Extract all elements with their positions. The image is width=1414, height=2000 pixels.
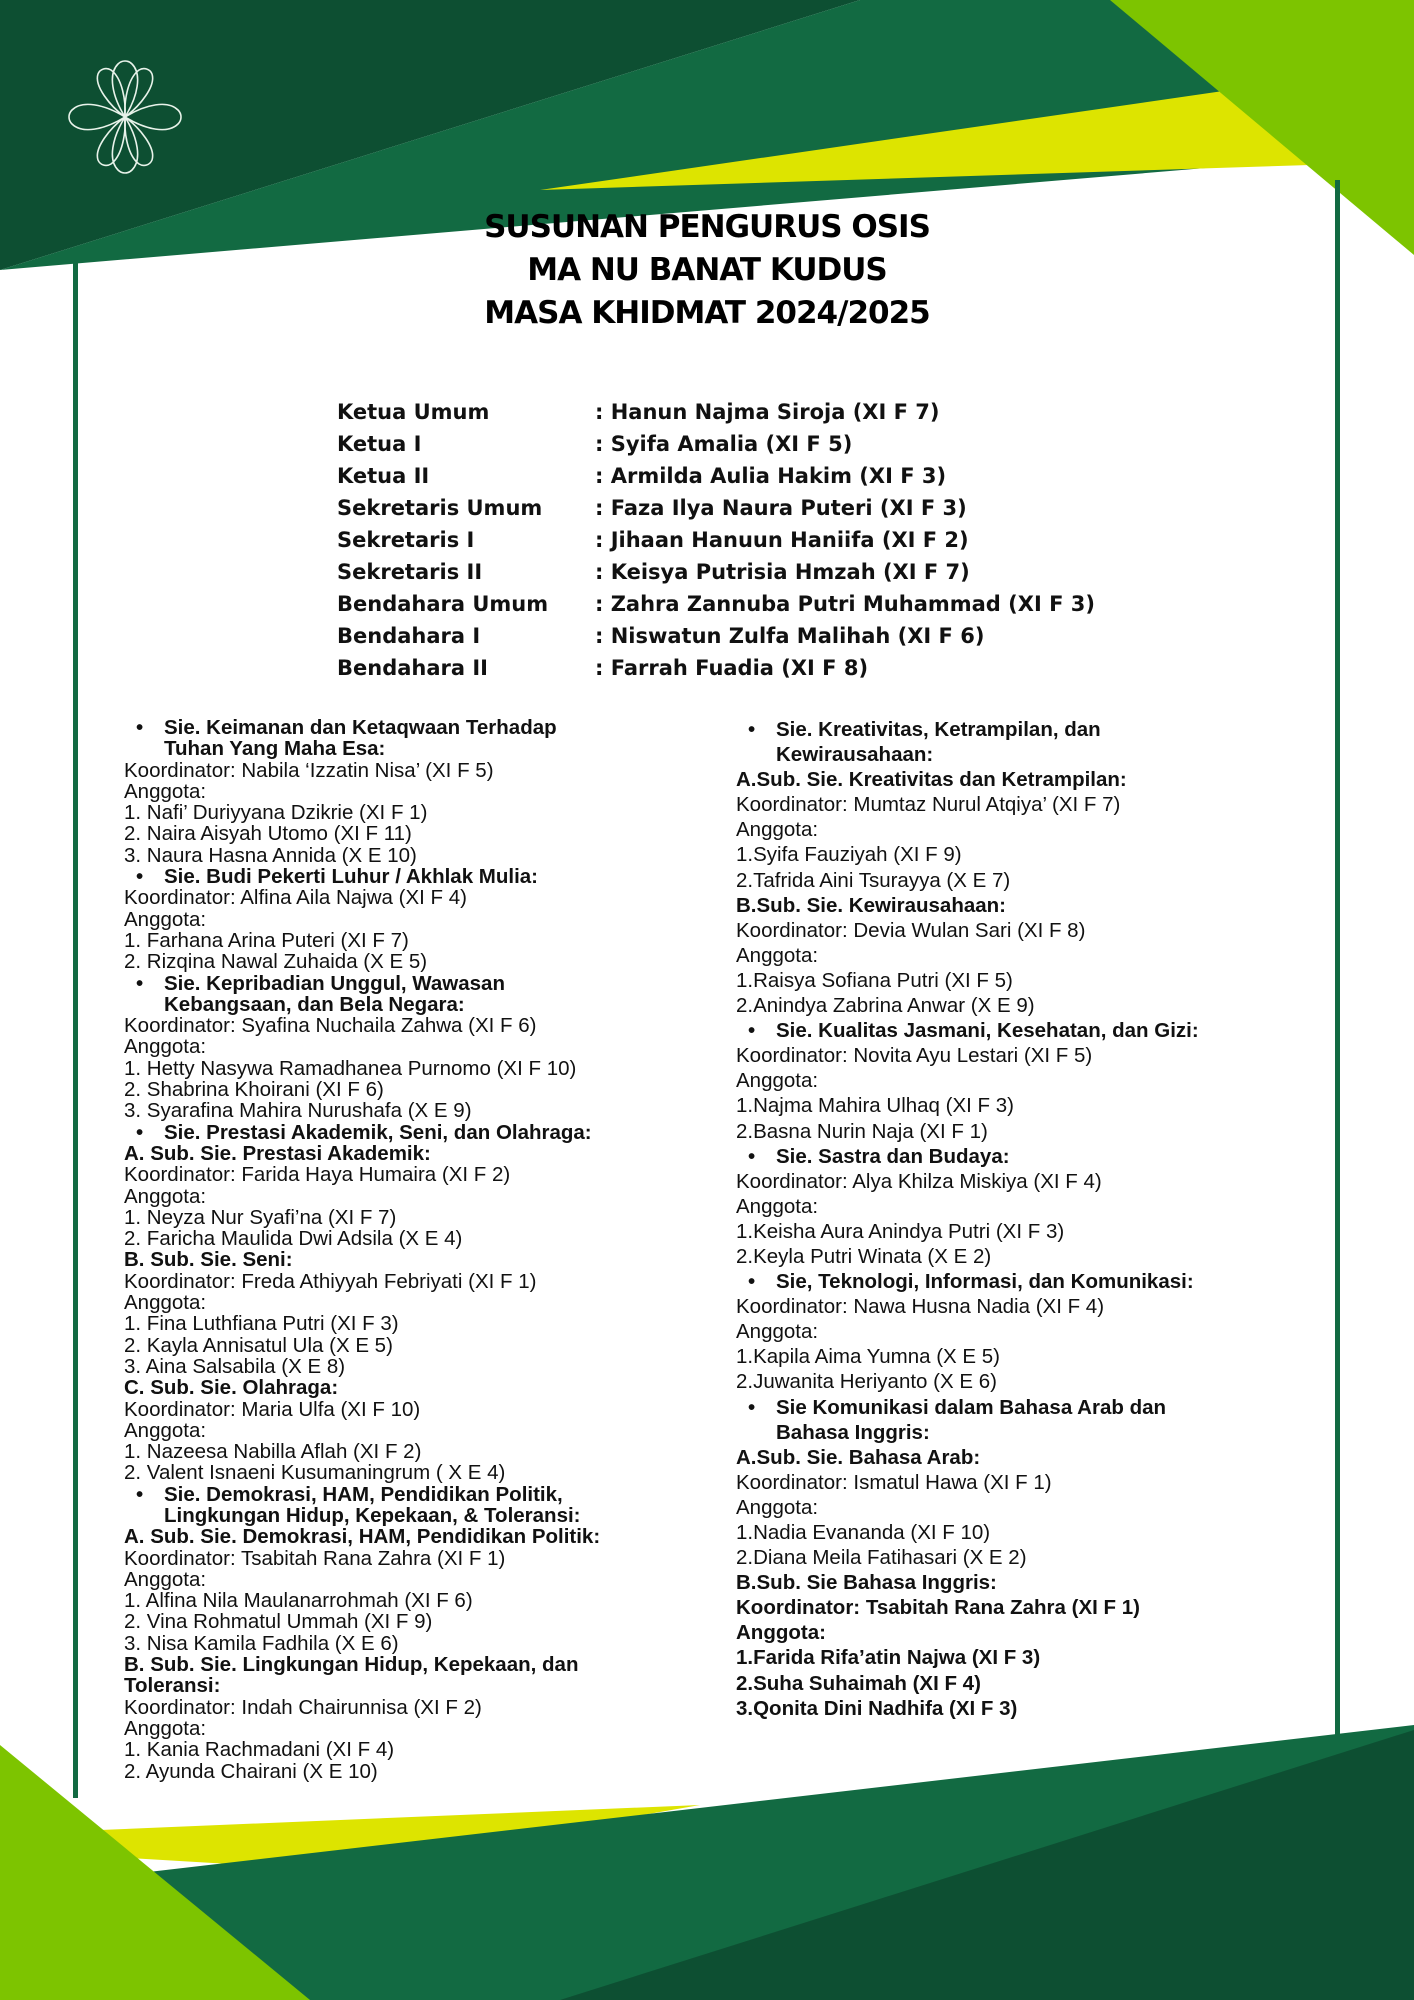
list-item: 2. Shabrina Khoirani (XI F 6) — [124, 1078, 384, 1102]
officer-role: Sekretaris II — [337, 560, 483, 584]
subsection-line: A.Sub. Sie. Bahasa Arab: — [736, 1445, 981, 1469]
officer-name: : Keisya Putrisia Hmzah (XI F 7) — [595, 560, 970, 584]
list-item: Koordinator: Tsabitah Rana Zahra (XI F 1) — [124, 1546, 506, 1570]
officer-role: Ketua II — [337, 464, 430, 488]
list-item: Anggota: — [736, 1069, 819, 1093]
subsection-line: 2.Suha Suhaimah (XI F 4) — [736, 1671, 981, 1695]
section-heading-text: • Sie. Sastra dan Budaya: — [776, 1144, 1010, 1168]
list-item: Anggota: — [736, 1194, 819, 1218]
list-item: Koordinator: Alfina Aila Najwa (XI F 4) — [124, 886, 467, 910]
list-item: Anggota: — [124, 1716, 207, 1740]
list-item: Anggota: — [124, 1291, 207, 1315]
list-item: 2. Ayunda Chairani (X E 10) — [124, 1759, 378, 1783]
list-item: Koordinator: Farida Haya Humaira (XI F 2) — [124, 1163, 511, 1187]
section-heading-continuation: Tuhan Yang Maha Esa: — [164, 737, 386, 761]
officer-row — [337, 396, 1095, 428]
officer-row — [337, 524, 1095, 556]
subsection-line: Anggota: — [736, 1621, 826, 1645]
officer-row — [337, 652, 1095, 684]
section-heading-text: • Sie. Kepribadian Unggul, Wawasan — [164, 971, 505, 995]
list-item: Anggota: — [124, 1035, 207, 1059]
list-item: 1.Nadia Evananda (XI F 10) — [736, 1521, 991, 1544]
list-item: 2. Vina Rohmatul Ummah (XI F 9) — [124, 1610, 433, 1634]
section-heading — [736, 1395, 1199, 1445]
subsection-line: C. Sub. Sie. Olahraga: — [124, 1376, 339, 1400]
list-item: 2. Rizqina Nawal Zuhaida (X E 5) — [124, 950, 428, 974]
section-heading — [124, 717, 600, 760]
list-item: Anggota: — [124, 779, 207, 803]
list-item: 3. Nisa Kamila Fadhila (X E 6) — [124, 1631, 399, 1655]
officer-name: : Armilda Aulia Hakim (XI F 3) — [595, 464, 947, 488]
officer-row — [337, 460, 1095, 492]
title-line-3: MASA KHIDMAT 2024/2025 — [484, 295, 930, 331]
subsection-line: B.Sub. Sie Bahasa Inggris: — [736, 1571, 997, 1595]
officer-role: Bendahara II — [337, 656, 488, 680]
list-item: 2. Valent Isnaeni Kusumaningrum ( X E 4) — [124, 1461, 506, 1485]
section-heading-text: • Sie. Prestasi Akademik, Seni, dan Olahraga: — [164, 1120, 592, 1144]
officer-name: : Farrah Fuadia (XI F 8) — [595, 656, 869, 680]
section-heading — [124, 1484, 600, 1527]
list-item: 2. Kayla Annisatul Ula (X E 5) — [124, 1333, 393, 1357]
officer-row — [337, 588, 1095, 620]
officer-name: : Zahra Zannuba Putri Muhammad (XI F 3) — [595, 592, 1095, 616]
list-item: 1.Syifa Fauziyah (XI F 9) — [736, 843, 962, 867]
list-item: Anggota: — [736, 1495, 819, 1519]
subsection-line: A. Sub. Sie. Demokrasi, HAM, Pendidikan Politik: — [124, 1525, 601, 1549]
officer-name: : Hanun Najma Siroja (XI F 7) — [595, 400, 940, 424]
officer-name: : Faza Ilya Naura Puteri (XI F 3) — [595, 496, 967, 520]
document-title — [0, 206, 1414, 335]
list-item: Koordinator: Maria Ulfa (XI F 10) — [124, 1397, 421, 1421]
section-heading-text: • Sie Komunikasi dalam Bahasa Arab dan — [776, 1395, 1167, 1419]
section-heading-text: • Sie. Keimanan dan Ketaqwaan Terhadap — [164, 716, 557, 739]
list-item: 1. Hetty Nasywa Ramadhanea Purnomo (XI F 10) — [124, 1056, 577, 1080]
section-heading — [124, 1122, 600, 1143]
section-heading — [736, 1018, 1199, 1043]
subsection-line: 1.Farida Rifa’atin Najwa (XI F 3) — [736, 1646, 1041, 1670]
section-heading-text: • Sie. Demokrasi, HAM, Pendidikan Politik, — [164, 1482, 563, 1506]
section-heading-continuation: Kewirausahaan: — [776, 743, 934, 767]
list-item: 1. Nafi’ Duriyyana Dzikrie (XI F 1) — [124, 801, 428, 825]
list-item: Anggota: — [124, 907, 207, 931]
section-heading — [124, 973, 600, 1016]
list-item: 1.Keisha Aura Anindya Putri (XI F 3) — [736, 1219, 1065, 1243]
subsection-line: Koordinator: Tsabitah Rana Zahra (XI F 1) — [736, 1596, 1140, 1620]
list-item: 2.Anindya Zabrina Anwar (X E 9) — [736, 994, 1035, 1018]
list-item: 1. Kania Rachmadani (XI F 4) — [124, 1738, 395, 1762]
list-item: Anggota: — [124, 1184, 207, 1208]
section-heading — [736, 1269, 1199, 1294]
list-item: Anggota: — [736, 1320, 819, 1344]
section-heading-text: • Sie. Kreativitas, Ketrampilan, dan — [776, 718, 1101, 741]
officer-role: Sekretaris Umum — [337, 496, 543, 520]
list-item: Koordinator: Nawa Husna Nadia (XI F 4) — [736, 1295, 1105, 1319]
list-item: Koordinator: Freda Athiyyah Febriyati (XI F 1) — [124, 1269, 537, 1293]
title-line-2: MA NU BANAT KUDUS — [527, 252, 887, 288]
list-item: Anggota: — [736, 818, 819, 842]
section-heading-text: • Sie, Teknologi, Informasi, dan Komunikasi: — [776, 1270, 1194, 1294]
list-item: 3. Aina Salsabila (X E 8) — [124, 1354, 346, 1378]
section-heading-continuation: Lingkungan Hidup, Kepekaan, & Toleransi: — [164, 1503, 581, 1527]
list-item: Koordinator: Syafina Nuchaila Zahwa (XI F 6) — [124, 1014, 537, 1038]
officer-name: : Jihaan Hanuun Haniifa (XI F 2) — [595, 528, 969, 552]
officer-role: Bendahara I — [337, 624, 481, 648]
list-item: Koordinator: Mumtaz Nurul Atqiya’ (XI F 7) — [736, 793, 1121, 817]
officer-role: Bendahara Umum — [337, 592, 549, 616]
subsection-line: B.Sub. Sie. Kewirausahaan: — [736, 893, 1006, 917]
subsection-line: A. Sub. Sie. Prestasi Akademik: — [124, 1141, 431, 1165]
officer-row — [337, 620, 1095, 652]
section-heading-continuation: Kebangsaan, dan Bela Negara: — [164, 992, 465, 1016]
officer-row — [337, 556, 1095, 588]
list-item: 2.Keyla Putri Winata (X E 2) — [736, 1244, 992, 1268]
list-item: Koordinator: Novita Ayu Lestari (XI F 5) — [736, 1044, 1093, 1068]
officer-name: : Syifa Amalia (XI F 5) — [595, 432, 853, 456]
right-frame-line — [1335, 180, 1340, 1745]
list-item: 3. Syarafina Mahira Nurushafa (X E 9) — [124, 1099, 472, 1123]
list-item: 1. Neyza Nur Syafi’na (XI F 7) — [124, 1205, 397, 1229]
officer-role: Ketua I — [337, 432, 422, 456]
right-column-sections — [736, 717, 1199, 1721]
list-item: 2.Tafrida Aini Tsurayya (X E 7) — [736, 868, 1011, 892]
list-item: 2. Naira Aisyah Utomo (XI F 11) — [124, 822, 412, 846]
list-item: Anggota: — [124, 1418, 207, 1442]
list-item: Koordinator: Ismatul Hawa (XI F 1) — [736, 1470, 1052, 1494]
list-item: Koordinator: Devia Wulan Sari (XI F 8) — [736, 918, 1086, 942]
officer-role: Sekretaris I — [337, 528, 475, 552]
list-item: Anggota: — [736, 943, 819, 967]
officer-name: : Niswatun Zulfa Malihah (XI F 6) — [595, 624, 985, 648]
list-item: Koordinator: Nabila ‘Izzatin Nisa’ (XI F 5) — [124, 758, 494, 782]
list-item: 3. Naura Hasna Annida (X E 10) — [124, 843, 417, 867]
officer-row — [337, 428, 1095, 460]
section-heading-text: • Sie. Budi Pekerti Luhur / Akhlak Mulia: — [164, 865, 539, 889]
flower-ornament-icon — [64, 56, 186, 178]
subsection-line: B. Sub. Sie. Seni: — [124, 1248, 293, 1272]
left-frame-line — [73, 258, 78, 1798]
section-heading — [124, 866, 600, 887]
list-item: 1. Alfina Nila Maulanarrohmah (XI F 6) — [124, 1589, 473, 1613]
section-heading — [736, 1144, 1199, 1169]
subsection-line: 3.Qonita Dini Nadhifa (XI F 3) — [736, 1696, 1018, 1720]
list-item: 1. Fina Luthfiana Putri (XI F 3) — [124, 1312, 399, 1336]
list-item: 1.Raisya Sofiana Putri (XI F 5) — [736, 968, 1013, 992]
list-item: 1.Kapila Aima Yumna (X E 5) — [736, 1345, 1000, 1369]
subsection-line: A.Sub. Sie. Kreativitas dan Ketrampilan: — [736, 768, 1127, 792]
section-heading-continuation: Bahasa Inggris: — [776, 1420, 930, 1444]
list-item: 2. Faricha Maulida Dwi Adsila (X E 4) — [124, 1227, 463, 1251]
title-line-1: SUSUNAN PENGURUS OSIS — [484, 209, 930, 245]
list-item: 1. Farhana Arina Puteri (XI F 7) — [124, 928, 409, 952]
section-heading — [736, 717, 1199, 767]
list-item: 2.Basna Nurin Naja (XI F 1) — [736, 1119, 988, 1143]
left-column-sections — [124, 717, 600, 1782]
list-item: Anggota: — [124, 1567, 207, 1591]
list-item: 2.Juwanita Heriyanto (X E 6) — [736, 1370, 997, 1394]
list-item: 1.Najma Mahira Ulhaq (XI F 3) — [736, 1094, 1014, 1118]
officer-row — [337, 492, 1095, 524]
list-item: 1. Nazeesa Nabilla Aflah (XI F 2) — [124, 1440, 422, 1464]
section-heading-text: • Sie. Kualitas Jasmani, Kesehatan, dan Gizi: — [776, 1019, 1199, 1043]
subsection-line: Toleransi: — [124, 1674, 221, 1698]
list-item: 2.Diana Meila Fatihasari (X E 2) — [736, 1546, 1027, 1570]
subsection-line: B. Sub. Sie. Lingkungan Hidup, Kepekaan, dan — [124, 1653, 579, 1677]
list-item: Koordinator: Indah Chairunnisa (XI F 2) — [124, 1695, 482, 1719]
officer-role: Ketua Umum — [337, 400, 490, 424]
list-item: Koordinator: Alya Khilza Miskiya (XI F 4) — [736, 1169, 1102, 1193]
officer-list — [337, 396, 1095, 684]
